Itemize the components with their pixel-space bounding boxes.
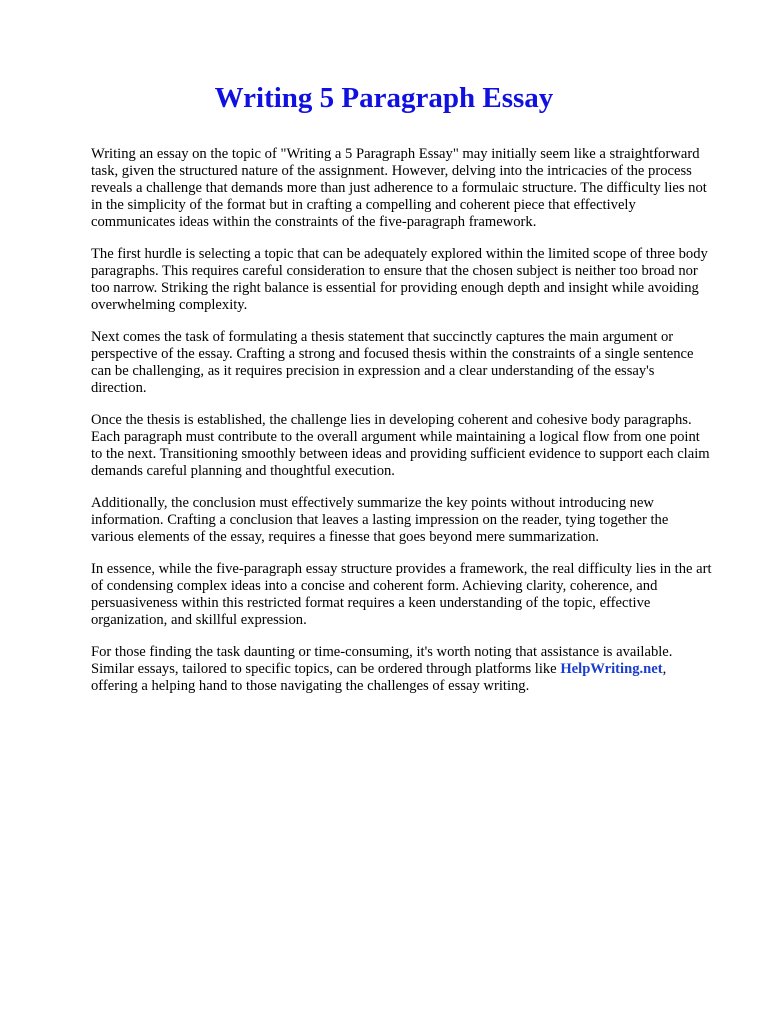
closing-text-after-link: , offering a helping hand to those navigating the challenges of essay writing.: [91, 661, 667, 694]
paragraph-body: Once the thesis is established, the challenge lies in developing coherent and cohesive body paragraphs. Each paragraph must contribute to the overall argument while maintaining a logical flow from one point to the next. Transitioning smoothly between ideas and providing sufficient evidence to support each claim demands careful planning and thoughtful execution.: [91, 412, 710, 479]
paragraph-closing: [91, 644, 713, 695]
closing-text-before-link: For those finding the task daunting or time-consuming, it's worth noting that assistance is available. Similar essays, tailored to specific topics, can be ordered through platforms like: [91, 644, 673, 677]
paragraph-topic: The first hurdle is selecting a topic that can be adequately explored within the limited scope of three body paragraphs. This requires careful consideration to ensure that the chosen subject is neither too broad nor too narrow. Striking the right balance is essential for providing enough depth and insight while avoiding overwhelming complexity.: [91, 246, 708, 313]
paragraph-conclusion: Additionally, the conclusion must effectively summarize the key points without introducing new information. Crafting a conclusion that leaves a lasting impression on the reader, tying together the various elements of the essay, requires a finesse that goes beyond mere summarization.: [91, 495, 669, 545]
paragraph-essence: In essence, while the five-paragraph essay structure provides a framework, the real difficulty lies in the art of condensing complex ideas into a concise and coherent form. Achieving clarity, coherence, and persuasiveness within this restricted format requires a keen understanding of the topic, effective organization, and skillful expression.: [91, 561, 712, 628]
document-body: [91, 146, 713, 710]
paragraph-intro: Writing an essay on the topic of "Writing a 5 Paragraph Essay" may initially seem like a straightforward task, given the structured nature of the assignment. However, delving into the intricacies of the process reveals a challenge that demands more than just adherence to a formulaic structure. The difficulty lies not in the simplicity of the format but in crafting a compelling and coherent piece that effectively communicates ideas within the constraints of the five-paragraph framework.: [91, 146, 707, 230]
helpwriting-link[interactable]: HelpWriting.net: [560, 661, 663, 677]
paragraph-thesis: Next comes the task of formulating a thesis statement that succinctly captures the main argument or perspective of the essay. Crafting a strong and focused thesis within the constraints of a single sentence can be challenging, as it requires precision in expression and a clear understanding of the essay's direction.: [91, 329, 694, 396]
document-title: Writing 5 Paragraph Essay: [214, 82, 554, 114]
